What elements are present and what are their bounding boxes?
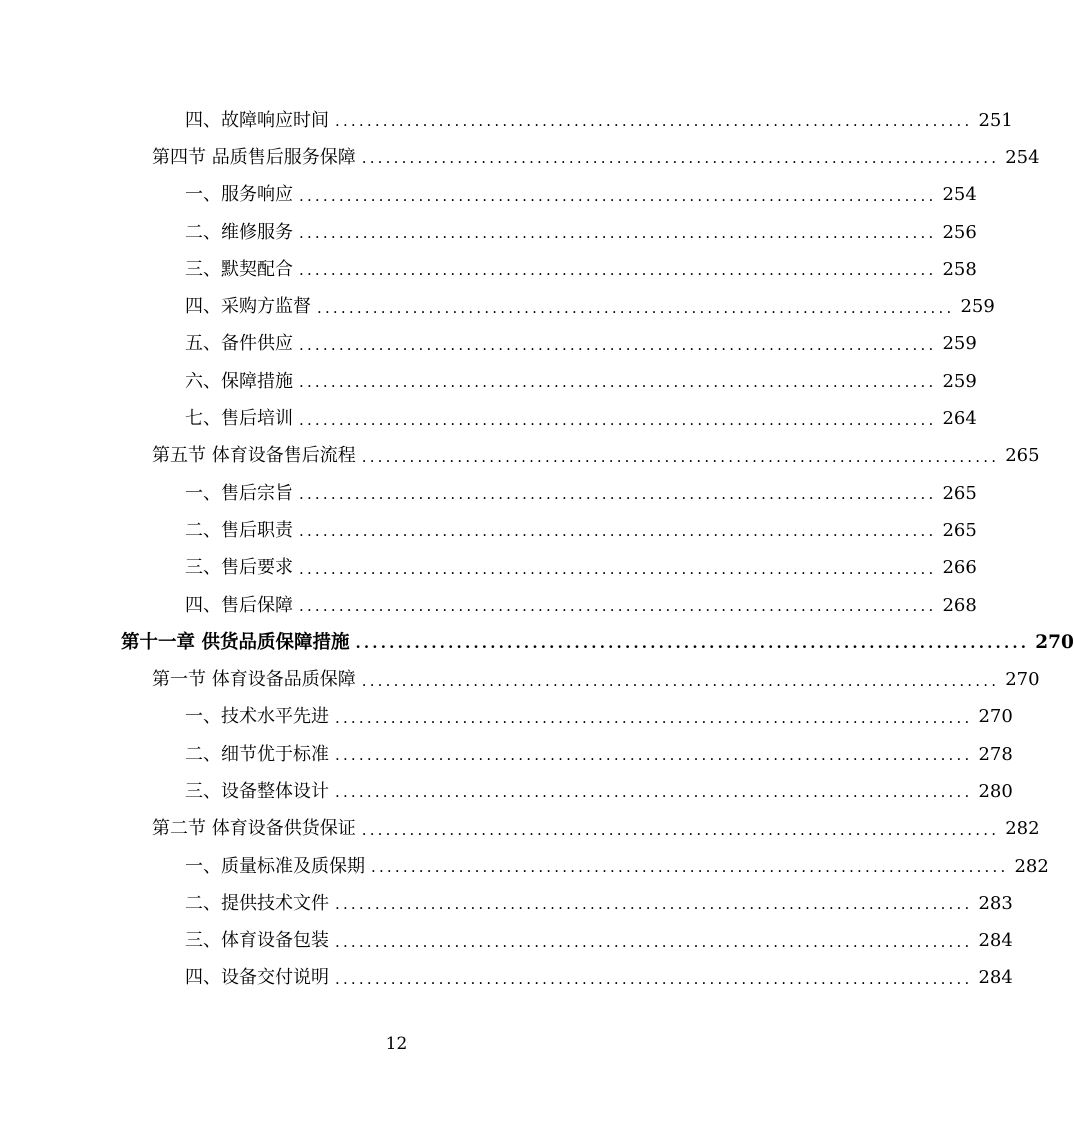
toc-entry-chapter[interactable]	[0, 624, 1074, 661]
toc-dot-leader: ................................................................................	[335, 708, 973, 727]
toc-entry-page: 278	[978, 743, 1013, 765]
toc-entry-title: 四、采购方监督	[185, 296, 311, 318]
toc-dot-leader: ................................................................................	[335, 783, 973, 802]
toc-entry-item[interactable]	[0, 885, 1013, 922]
toc-dot-leader: ................................................................................	[361, 149, 1000, 168]
toc-dot-leader: ................................................................................	[335, 932, 973, 951]
toc-entry-title: 第二节 体育设备供货保证	[152, 818, 356, 840]
toc-entry-page: 282	[1005, 818, 1040, 840]
toc-entry-item[interactable]	[0, 363, 977, 400]
toc-entry-page: 254	[942, 184, 977, 206]
toc-entry-item[interactable]	[0, 400, 977, 437]
toc-entry-section[interactable]	[0, 139, 1040, 176]
toc-entry-title: 三、设备整体设计	[185, 780, 329, 802]
toc-entry-title: 二、细节优于标准	[185, 743, 329, 765]
toc-entry-page: 264	[942, 408, 977, 430]
toc-entry-title: 一、服务响应	[185, 184, 293, 206]
toc-dot-leader: ................................................................................	[335, 895, 973, 914]
toc-entry-title: 一、售后宗旨	[185, 482, 293, 504]
toc-entry-page: 265	[1005, 445, 1040, 467]
toc-dot-leader: ................................................................................	[299, 335, 937, 354]
toc-entry-page: 270	[1035, 631, 1074, 653]
toc-dot-leader: ................................................................................	[299, 485, 937, 504]
toc-entry-item[interactable]	[0, 512, 977, 549]
toc-entry-item[interactable]	[0, 699, 1013, 736]
toc-entry-title: 四、售后保障	[185, 594, 293, 616]
toc-entry-title: 一、质量标准及质保期	[185, 855, 365, 877]
toc-dot-leader: ................................................................................	[335, 112, 973, 131]
toc-entry-item[interactable]	[0, 326, 977, 363]
toc-dot-leader: ................................................................................	[361, 671, 1000, 690]
toc-entry-item[interactable]	[0, 960, 1013, 997]
toc-dot-leader: ................................................................................	[299, 224, 937, 243]
toc-entry-title: 第四节 品质售后服务保障	[152, 146, 356, 168]
toc-entry-page: 265	[942, 482, 977, 504]
toc-dot-leader: ................................................................................	[299, 559, 937, 578]
toc-entry-page: 259	[942, 370, 977, 392]
toc-dot-leader: ................................................................................	[299, 522, 937, 541]
toc-entry-item[interactable]	[0, 848, 1049, 885]
toc-entry-page: 251	[978, 109, 1013, 131]
toc-entry-page: 258	[942, 258, 977, 280]
toc-entry-item[interactable]	[0, 587, 977, 624]
toc-entry-title: 五、备件供应	[185, 333, 293, 355]
table-of-contents	[0, 102, 1074, 997]
toc-entry-page: 280	[978, 780, 1013, 802]
toc-dot-leader: ................................................................................	[299, 373, 937, 392]
toc-entry-item[interactable]	[0, 288, 995, 325]
toc-entry-page: 256	[942, 221, 977, 243]
toc-dot-leader: ................................................................................	[299, 261, 937, 280]
toc-entry-title: 三、体育设备包装	[185, 930, 329, 952]
toc-entry-page: 265	[942, 519, 977, 541]
toc-entry-item[interactable]	[0, 773, 1013, 810]
toc-entry-page: 270	[978, 706, 1013, 728]
toc-entry-item[interactable]	[0, 214, 977, 251]
toc-dot-leader: ................................................................................	[299, 410, 937, 429]
toc-dot-leader: ................................................................................	[361, 447, 1000, 466]
toc-entry-item[interactable]	[0, 923, 1013, 960]
toc-dot-leader: ................................................................................	[299, 186, 937, 205]
toc-entry-title: 二、维修服务	[185, 221, 293, 243]
toc-entry-page: 266	[942, 557, 977, 579]
toc-entry-item[interactable]	[0, 475, 977, 512]
toc-entry-title: 三、售后要求	[185, 557, 293, 579]
toc-entry-title: 二、提供技术文件	[185, 892, 329, 914]
toc-entry-page: 268	[942, 594, 977, 616]
toc-entry-page: 259	[942, 333, 977, 355]
toc-entry-title: 第五节 体育设备售后流程	[152, 445, 356, 467]
toc-entry-item[interactable]	[0, 736, 1013, 773]
toc-entry-page: 284	[978, 967, 1013, 989]
toc-dot-leader: ................................................................................	[335, 969, 973, 988]
toc-dot-leader: ................................................................................	[371, 858, 1009, 877]
toc-dot-leader: ................................................................................	[355, 634, 1030, 653]
toc-entry-title: 六、保障措施	[185, 370, 293, 392]
toc-dot-leader: ................................................................................	[299, 597, 937, 615]
page-number: 12	[385, 1034, 408, 1054]
toc-entry-page: 283	[978, 892, 1013, 914]
toc-entry-title: 四、故障响应时间	[185, 109, 329, 131]
toc-entry-title: 第一节 体育设备品质保障	[152, 669, 356, 691]
toc-entry-title: 七、售后培训	[185, 408, 293, 430]
toc-entry-item[interactable]	[0, 177, 977, 214]
toc-entry-title: 第十一章 供货品质保障措施	[121, 631, 350, 653]
toc-entry-title: 四、设备交付说明	[185, 967, 329, 989]
toc-entry-page: 254	[1005, 146, 1040, 168]
toc-entry-page: 270	[1005, 669, 1040, 691]
toc-entry-title: 一、技术水平先进	[185, 706, 329, 728]
toc-dot-leader: ................................................................................	[335, 746, 973, 765]
toc-entry-item[interactable]	[0, 102, 1013, 139]
toc-dot-leader: ................................................................................	[317, 298, 955, 317]
toc-entry-page: 282	[1014, 855, 1049, 877]
toc-entry-section[interactable]	[0, 438, 1040, 475]
toc-entry-section[interactable]	[0, 661, 1040, 698]
toc-dot-leader: ................................................................................	[361, 820, 1000, 839]
toc-entry-title: 三、默契配合	[185, 258, 293, 280]
toc-entry-page: 284	[978, 930, 1013, 952]
toc-entry-title: 二、售后职责	[185, 519, 293, 541]
toc-entry-page: 259	[960, 296, 995, 318]
toc-entry-item[interactable]	[0, 550, 977, 587]
toc-entry-item[interactable]	[0, 251, 977, 288]
toc-entry-section[interactable]	[0, 811, 1040, 848]
